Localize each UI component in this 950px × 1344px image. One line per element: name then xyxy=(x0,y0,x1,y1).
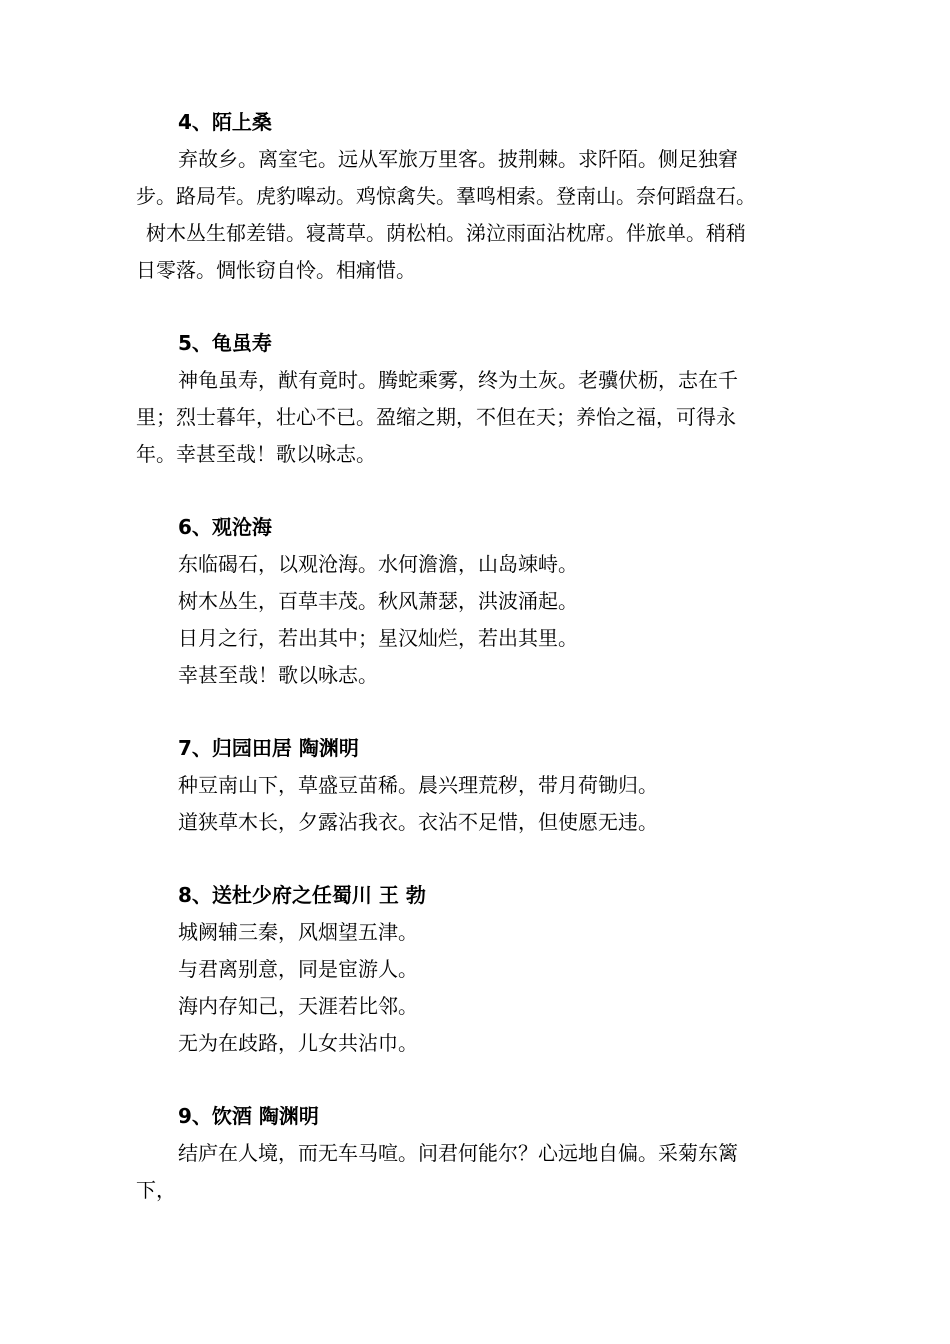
poem-section xyxy=(136,877,816,1062)
poem-section xyxy=(136,325,816,473)
poem-section xyxy=(136,104,816,289)
poem-line: 无为在歧路，儿女共沾巾。 xyxy=(178,1031,418,1055)
poem-title: 4、陌上桑 xyxy=(178,110,272,134)
poem-section xyxy=(136,1098,816,1209)
poem-line: 种豆南山下，草盛豆苗稀。晨兴理荒秽，带月荷锄归。 xyxy=(178,773,658,797)
poem-line: 弃故乡。离室宅。远从军旅万里客。披荆棘。求阡陌。侧足独窘 xyxy=(178,147,738,171)
poem-title: 5、龟虽寿 xyxy=(178,331,272,355)
poem-line: 幸甚至哉！歌以咏志。 xyxy=(178,663,378,687)
poem-title: 6、观沧海 xyxy=(178,515,272,539)
poem-line: 下， xyxy=(136,1178,176,1202)
poem-line: 城阙辅三秦，风烟望五津。 xyxy=(178,920,418,944)
poem-line: 树木丛生郁差错。寝蒿草。荫松柏。涕泣雨面沾枕席。伴旅单。稍稍 xyxy=(146,221,746,245)
poem-line: 结庐在人境，而无车马喧。问君何能尔？心远地自偏。采菊东篱 xyxy=(178,1141,738,1165)
poem-title: 8、送杜少府之任蜀川 王 勃 xyxy=(178,883,426,907)
poem-section xyxy=(136,730,816,841)
poem-title: 7、归园田居 陶渊明 xyxy=(178,736,359,760)
poem-line: 海内存知己，天涯若比邻。 xyxy=(178,994,418,1018)
document-page xyxy=(136,104,816,1209)
poem-line: 东临碣石，以观沧海。水何澹澹，山岛竦峙。 xyxy=(178,552,578,576)
poem-section xyxy=(136,509,816,694)
poem-line: 神龟虽寿，猷有竟时。腾蛇乘雾，终为土灰。老骥伏枥，志在千 xyxy=(178,368,738,392)
poem-title: 9、饮酒 陶渊明 xyxy=(178,1104,319,1128)
poem-line: 树木丛生，百草丰茂。秋风萧瑟，洪波涌起。 xyxy=(178,589,578,613)
poem-line: 年。幸甚至哉！歌以咏志。 xyxy=(136,442,376,466)
poem-line: 道狭草木长，夕露沾我衣。衣沾不足惜，但使愿无违。 xyxy=(178,810,658,834)
poem-line: 里；烈士暮年，壮心不已。盈缩之期，不但在天；养怡之福，可得永 xyxy=(136,405,736,429)
poem-line: 与君离别意，同是宦游人。 xyxy=(178,957,418,981)
poem-line: 日零落。惆怅窃自怜。相痛惜。 xyxy=(136,258,416,282)
poem-line: 日月之行，若出其中；星汉灿烂，若出其里。 xyxy=(178,626,578,650)
poem-line: 步。路局苲。虎豹嗥动。鸡惊禽失。羣鸣相索。登南山。奈何蹈盘石。 xyxy=(136,184,756,208)
